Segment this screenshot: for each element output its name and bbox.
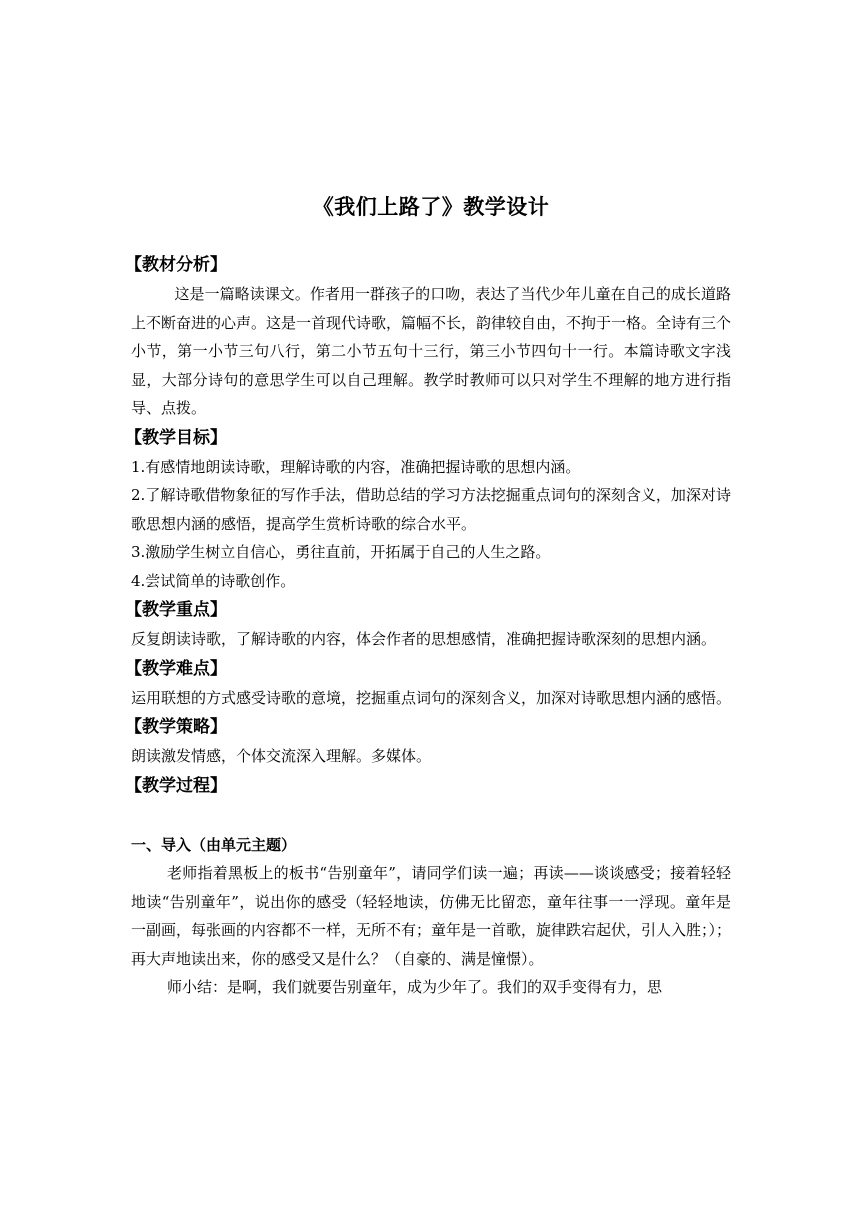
difficulties-paragraph: 运用联想的方式感受诗歌的意境，挖掘重点词句的深刻含义，加深对诗歌思想内涵的感悟。 (131, 688, 732, 707)
goal-item-3: 3.激励学生树立自信心，勇往直前，开拓属于自己的人生之路。 (131, 543, 551, 561)
section-heading-difficulties: 【教学难点】 (125, 658, 227, 679)
section-goals (125, 423, 731, 596)
section-analysis (125, 250, 732, 423)
section-heading-goals: 【教学目标】 (125, 427, 227, 448)
analysis-paragraph: 这是一篇略读课文。作者用一群孩子的口吻，表达了当代少年儿童在自己的成长道路上不断奋进的心声。这是一首现代诗歌，篇幅不长，韵律较自由，不拘于一格。全诗有三个小节，第一小节三句八行，第二小节五句十三行，第三小节四句十一行。本篇诗歌文字浅显，大部分诗句的意思学生可以自己理解。教学时教师可以只对学生不理解的地方进行指导、点拨。 (131, 285, 732, 417)
intro-paragraph-2: 师小结：是啊，我们就要告别童年，成为少年了。我们的双手变得有力，思 (167, 978, 663, 996)
goal-item-1: 1.有感情地朗读诗歌，理解诗歌的内容，准确把握诗歌的思想内涵。 (131, 457, 581, 476)
key-points-paragraph: 反复朗读诗歌，了解诗歌的内容，体会作者的思想感情，准确把握诗歌深刻的思想内涵。 (131, 630, 717, 648)
goal-item-4: 4.尝试简单的诗歌创作。 (131, 571, 296, 590)
section-key-points (125, 595, 731, 654)
section-heading-strategy: 【教学策略】 (125, 717, 227, 737)
step-heading-intro: 一、导入（由单元主题） (131, 835, 297, 854)
section-heading-key-points: 【教学重点】 (125, 600, 227, 620)
section-heading-analysis: 【教材分析】 (125, 255, 227, 275)
intro-paragraph-1: 老师指着黑板上的板书“告别童年”，请同学们读一遍；再读——谈谈感受；接着轻轻地读“告别童年”，说出你的感受（轻轻地读，仿佛无比留恋，童年往事一一浮现。童年是一副画，每张画的内容都不一样，无所不有；童年是一首歌，旋律跌宕起伏，引人入胜；）；再大声地读出来，你的感受又是什么？（自豪的、满是憧憬）。 (131, 864, 732, 968)
document-title: 《我们上路了》教学设计 (312, 195, 550, 219)
section-difficulties (125, 654, 732, 713)
goal-item-2: 2.了解诗歌借物象征的写作手法，借助总结的学习方法挖掘重点词句的深刻含义，加深对诗歌思想内涵的感悟，提高学生赏析诗歌的综合水平。 (131, 486, 731, 533)
section-strategy (125, 712, 731, 771)
section-heading-process: 【教学过程】 (125, 775, 227, 796)
document-body (125, 190, 732, 1002)
strategy-paragraph: 朗读激发情感，个体交流深入理解。多媒体。 (131, 747, 432, 765)
section-process (125, 771, 732, 1002)
